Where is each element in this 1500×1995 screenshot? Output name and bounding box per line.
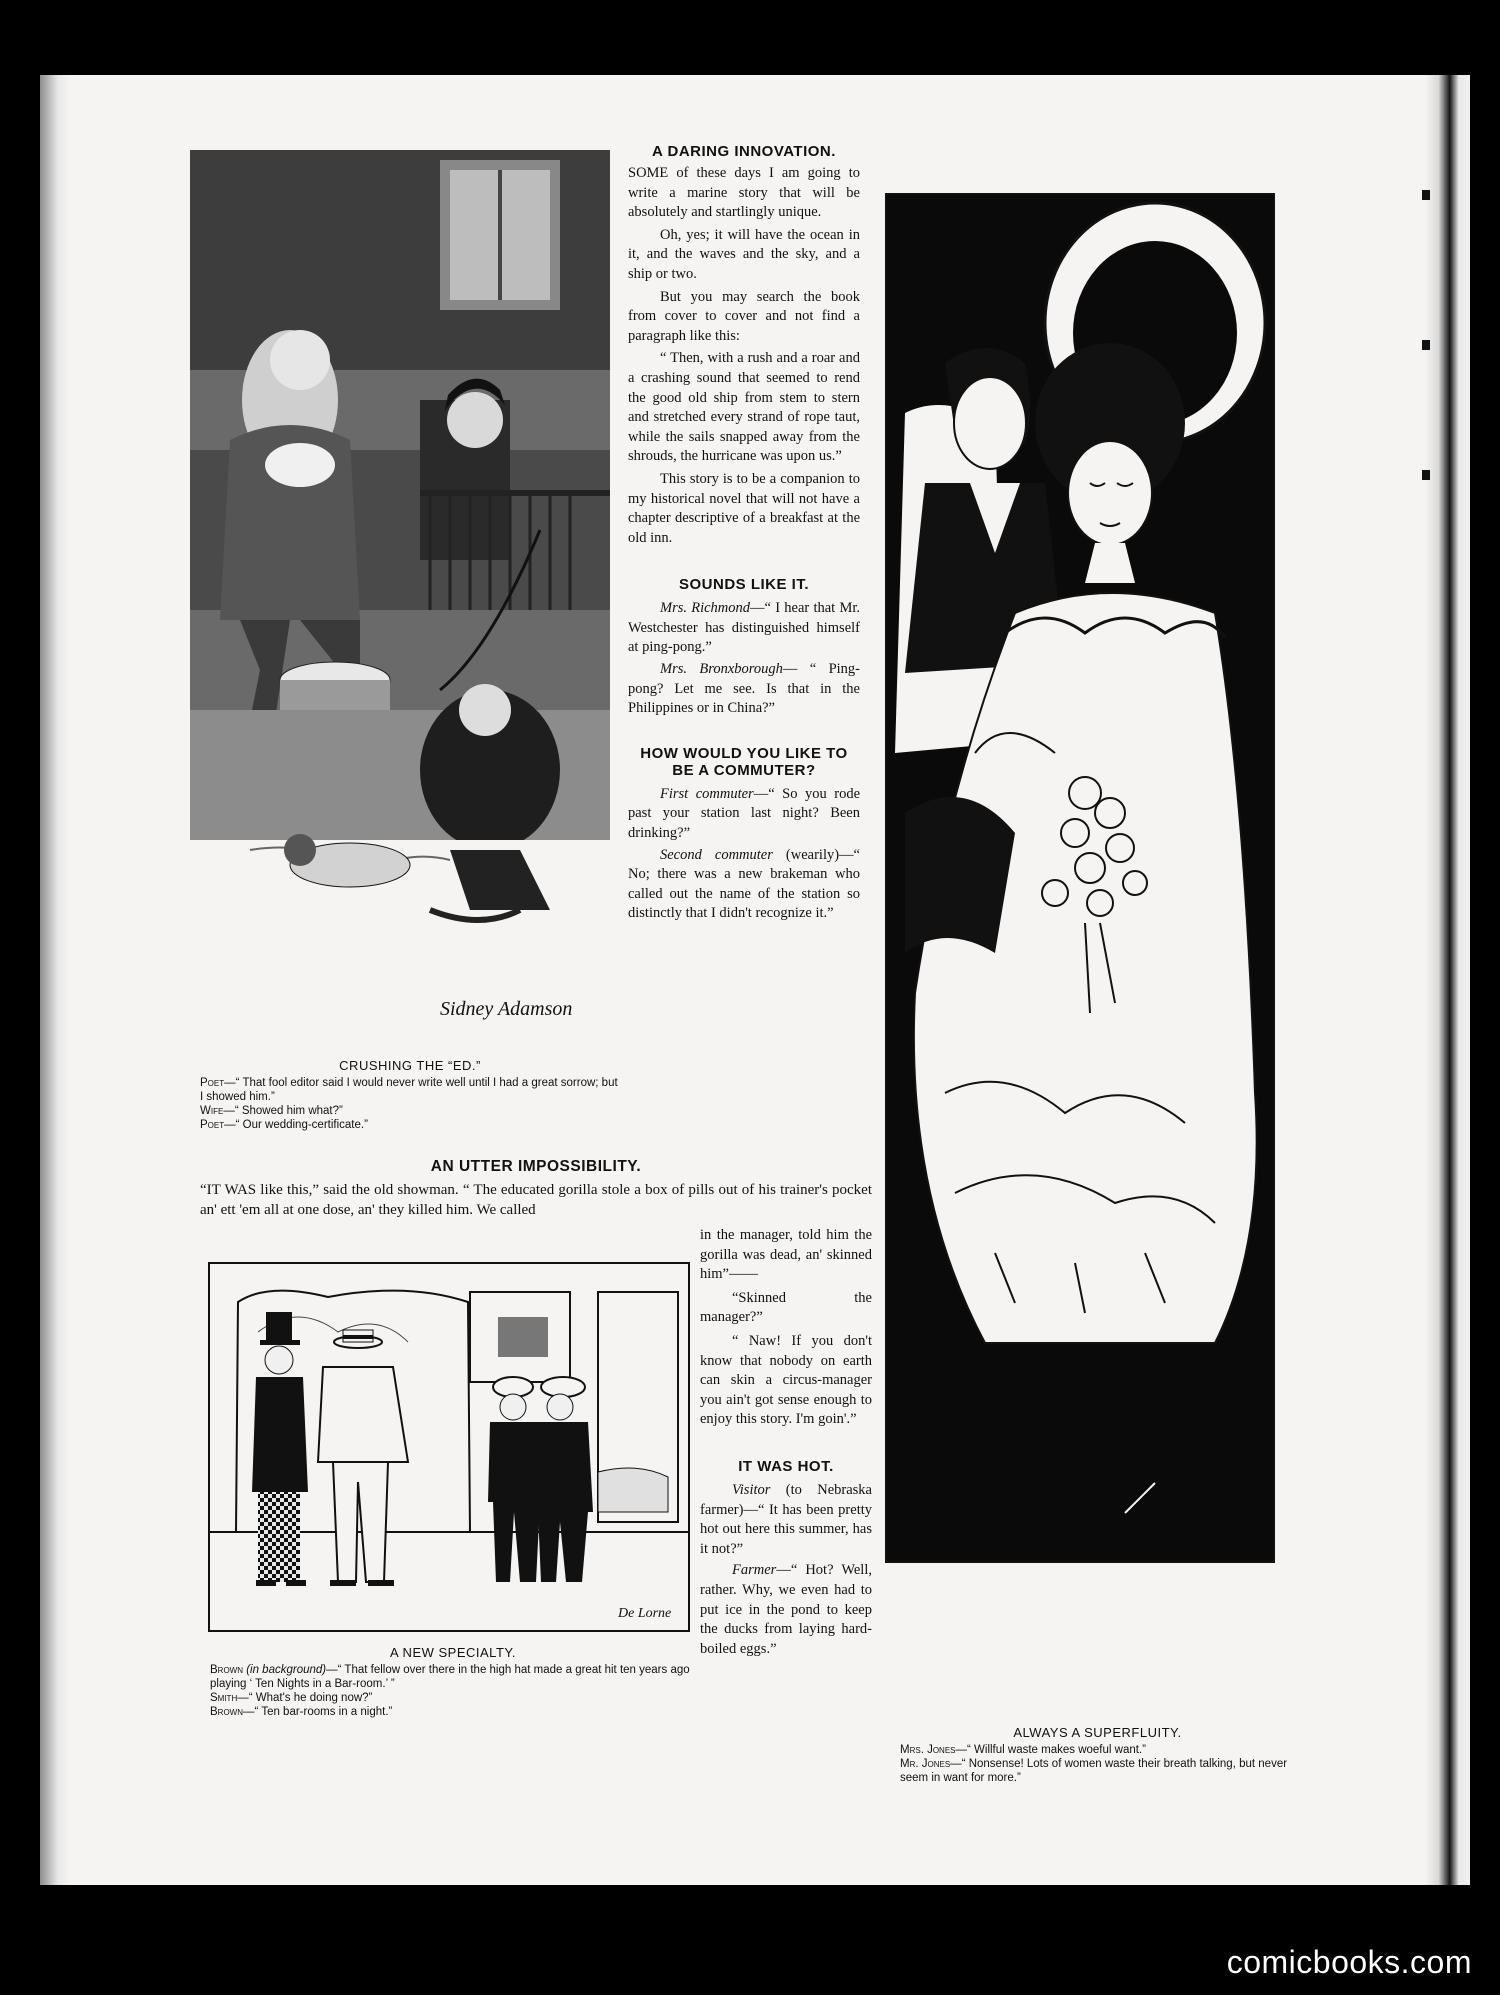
dialogue-line <box>628 785 860 844</box>
dialogue-text: (wearily)—“ No; there was a new brakeman who called out the name of the station so distinctly that I didn't recognize it.” <box>628 846 860 922</box>
speaker-name: Mrs. Richmond <box>660 600 751 617</box>
binding-hole <box>1422 190 1430 200</box>
speaker-wife: Wife <box>200 1105 224 1117</box>
speaker-brown: Brown <box>210 1706 243 1718</box>
paragraph: “ Then, with a rush and a roar and a crashing sound that seemed to rend the good old ship from stem to stern and stretched every strand of rope taut, while the sails snapped away from the shrouds, the hurricane was upon us.” <box>628 350 860 465</box>
paragraph-lead: “IT WAS like this,” said the old showman. “ The educated gorilla stole a box of pills out of his trainer's pocket an' ett 'em all at one dose, an' they killed him. We called <box>200 1182 872 1218</box>
dialogue-text: (to Nebraska farmer)—“ It has been pretty hot out here this summer, has it not?” <box>700 1481 872 1557</box>
paragraph: But you may search the book from cover to cover and not find a paragraph like this: <box>628 288 860 344</box>
dialogue-line <box>628 599 860 658</box>
binding-hole <box>1422 470 1430 480</box>
binding-hole <box>1422 340 1430 350</box>
caption-superfluity <box>900 1725 1295 1785</box>
caption-text <box>900 1743 1295 1785</box>
caption-line: —“ That fellow over there in the high hat made a great hit ten years ago playing ‘ Ten Nights in a Bar-room.’ ” <box>210 1664 690 1690</box>
speaker-name: Visitor <box>732 1481 771 1498</box>
dialogue-text: —“ I hear that Mr. Westchester has distinguished himself at ping-pong.” <box>628 600 860 656</box>
heading-utter-impossibility: AN UTTER IMPOSSIBILITY. <box>430 1158 642 1175</box>
speaker-poet: Poet <box>200 1077 225 1089</box>
signature-adamson: Sidney Adamson <box>440 998 573 1020</box>
dialogue-line <box>700 1561 872 1659</box>
illustration-new-specialty <box>208 1262 690 1632</box>
caption-line: —“ What's he doing now?” <box>237 1692 373 1704</box>
watermark-comicbooks: comicbooks.com <box>1226 1944 1472 1980</box>
caption-specialty <box>210 1645 696 1719</box>
paragraph: “ Naw! If you don't know that nobody on earth can skin a circus-manager you ain't got sense enough to enjoy this story. I'm goin'.” <box>700 1332 872 1428</box>
dialogue-line <box>628 846 860 924</box>
caption-line: —“ Showed him what?” <box>223 1105 343 1117</box>
heading-commuter: HOW WOULD YOU LIKE TO BE A COMMUTER? <box>640 744 848 779</box>
speaker-name: Farmer <box>732 1562 777 1579</box>
heading-it-was-hot: IT WAS HOT. <box>738 1457 834 1475</box>
paragraph: “Skinned the manager?” <box>700 1289 872 1326</box>
caption-text <box>210 1663 696 1719</box>
caption-line: —“ Nonsense! Lots of women waste their breath talking, but never seem in want for more.” <box>900 1758 1288 1784</box>
paragraph: in the manager, told him the gorilla was dead, an' skinned him”—— <box>700 1227 872 1283</box>
caption-text <box>200 1076 620 1132</box>
signature-de-lorne: De Lorne <box>618 1606 672 1621</box>
article-impossibility-continued <box>700 1226 872 1659</box>
paragraph: Oh, yes; it will have the ocean in it, and the waves and the sky, and a ship or two. <box>628 226 860 282</box>
illustration-always-a-superfluity <box>885 193 1275 1563</box>
dialogue-text: — “ Ping-pong? Let me see. Is that in the Philippines or in China?” <box>628 661 860 717</box>
caption-aside: (in background) <box>246 1664 327 1676</box>
speaker-brown: Brown <box>210 1664 243 1676</box>
dialogue-text: —“ Hot? Well, rather. Why, we even had to put ice in the pond to keep the ducks from laying hard-boiled eggs.” <box>700 1562 872 1657</box>
illustration-crushing-the-ed <box>190 150 610 1020</box>
speaker-name: Second commuter <box>660 846 773 863</box>
dialogue-text: —“ So you rode past your station last night? Been drinking?” <box>628 785 861 842</box>
caption-crushing <box>200 1058 620 1132</box>
speaker-mr-jones: Mr. Jones <box>900 1758 951 1770</box>
caption-title: A NEW SPECIALTY. <box>389 1645 516 1660</box>
article-column-middle <box>628 143 860 924</box>
binding-spine <box>1425 75 1470 1885</box>
paragraph: SOME of these days I am going to write a marine story that will be absolutely and startlingly unique. <box>628 165 860 221</box>
caption-line: —“ Willful waste makes woeful want.” <box>955 1744 1146 1756</box>
dialogue-line <box>700 1481 872 1559</box>
speaker-mrs-jones: Mrs. Jones <box>900 1744 956 1756</box>
caption-line: —“ Ten bar-rooms in a night.” <box>243 1706 393 1718</box>
page-edge-shadow <box>40 75 70 1885</box>
speaker-poet: Poet <box>200 1119 225 1131</box>
caption-line: —“ Our wedding-certificate.” <box>224 1119 368 1131</box>
article-impossibility <box>200 1158 872 1220</box>
heading-sounds-like-it: SOUNDS LIKE IT. <box>678 576 809 594</box>
paragraph: This story is to be a companion to my historical novel that will not have a chapter descriptive of a breakfast at the old inn. <box>628 470 860 546</box>
speaker-name: First commuter <box>660 785 754 802</box>
heading-daring-innovation: A DARING INNOVATION. <box>652 143 836 160</box>
caption-title: CRUSHING THE “ED.” <box>339 1058 481 1073</box>
caption-title: ALWAYS A SUPERFLUITY. <box>1013 1725 1182 1740</box>
speaker-smith: Smith <box>210 1692 238 1704</box>
caption-line: —“ That fool editor said I would never write well until I had a great sorrow; but I showed him.” <box>200 1077 618 1103</box>
dialogue-line <box>628 660 860 719</box>
speaker-name: Mrs. Bronxborough <box>660 661 783 678</box>
